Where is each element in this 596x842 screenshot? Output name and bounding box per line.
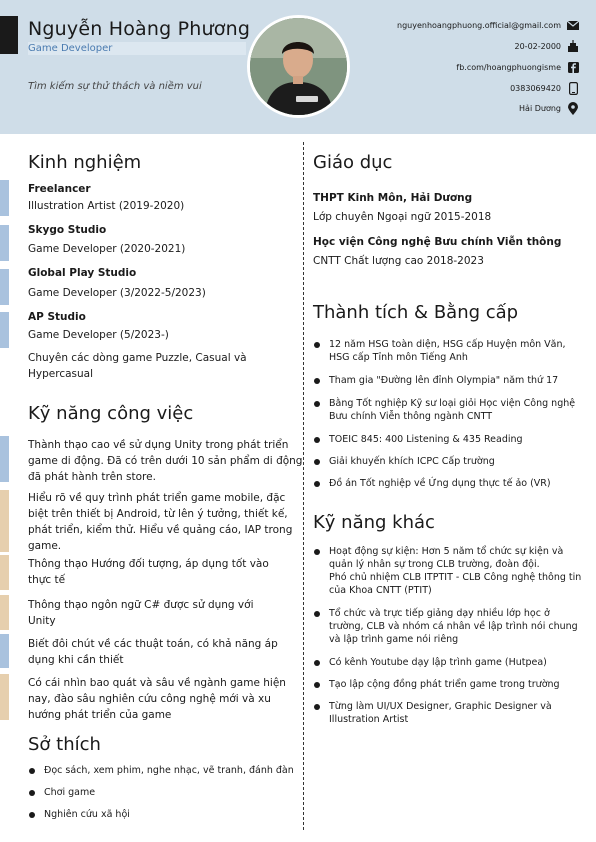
education-detail: CNTT Chất lượng cao 2018-2023 xyxy=(313,255,484,267)
hobby-item: Đọc sách, xem phim, nghe nhạc, vẽ tranh, đánh đàn xyxy=(28,764,298,777)
achievement-item: 12 năm HSG toàn diện, HSG cấp Huyện môn Văn, HSG cấp Tỉnh môn Tiếng Anh xyxy=(313,338,583,364)
other-skill-item: Có kênh Youtube dạy lập trình game (Hutpea) xyxy=(313,656,583,669)
experience-company: Global Play Studio xyxy=(28,267,137,279)
accent-bar-experience-2 xyxy=(0,225,9,261)
education-heading: Giáo dục xyxy=(313,152,393,173)
header-accent-block xyxy=(0,16,18,54)
achievement-item: Tham gia "Đường lên đỉnh Olympia" năm thứ 17 xyxy=(313,374,583,387)
phone-icon xyxy=(567,82,579,94)
facebook-icon xyxy=(567,61,579,73)
contact-location xyxy=(519,102,579,114)
avatar-portrait-icon xyxy=(250,18,347,115)
achievement-item: Giải khuyến khích ICPC Cấp trường xyxy=(313,455,583,468)
accent-bar-experience-4 xyxy=(0,312,9,348)
cv-header xyxy=(0,0,596,134)
work-skill-item: Thông thạo ngôn ngữ C# được sử dụng với Unity xyxy=(28,599,254,627)
location-pin-icon xyxy=(567,102,579,114)
experience-company: Skygo Studio xyxy=(28,224,107,236)
experience-role: Illustration Artist (2019-2020) xyxy=(28,200,185,212)
work-skills-heading: Kỹ năng công việc xyxy=(28,403,194,424)
work-skill-item: Hiểu rõ về quy trình phát triển game mobile, đặc biệt trên thiết bị Android, từ lên ý tưởng, thiết kế, phát triển, kiểm thử. Hiểu về quảng cáo, IAP trong game. xyxy=(28,492,293,552)
work-skill-item: Có cái nhìn bao quát và sâu về ngành game hiện nay, đào sâu nghiên cứu công nghệ mới và xu hướng phát triển của game xyxy=(28,677,286,721)
accent-bar-skill-1 xyxy=(0,436,9,482)
avatar xyxy=(247,15,350,118)
work-skill-item: Thành thạo cao về sử dụng Unity trong phát triển game di động. Đã có trên dưới 10 sản phẩm di động đã phát hành trên store. xyxy=(28,439,303,483)
contact-phone[interactable] xyxy=(510,82,579,94)
achievement-item: TOEIC 845: 400 Listening & 435 Reading xyxy=(313,433,583,446)
accent-bar-experience-1 xyxy=(0,180,9,216)
work-skill-item: Biết đôi chút về các thuật toán, có khả năng áp dụng khi cần thiết xyxy=(28,638,278,666)
other-skill-item: Phó chủ nhiệm CLB ITPTIT - CLB Công nghệ thông tin của Khoa CNTT (PTIT) xyxy=(329,572,582,596)
other-skill-item: Tạo lập cộng đồng phát triển game trong trường xyxy=(313,678,583,691)
other-skill-item: Tổ chức và trực tiếp giảng dạy nhiều lớp học ở trường, CLB và nhóm cá nhân về lập trình nói chung và lập trình game nói riêng xyxy=(313,607,583,646)
experience-summary: Chuyên các dòng game Puzzle, Casual và Hypercasual xyxy=(28,352,247,380)
work-skill-item: Thông thạo Hướng đối tượng, áp dụng tốt vào thực tế xyxy=(28,558,269,586)
achievements-list xyxy=(313,338,583,490)
experience-company: Freelancer xyxy=(28,183,91,195)
experience-heading: Kinh nghiệm xyxy=(28,152,142,173)
hobbies-heading: Sở thích xyxy=(28,734,101,755)
achievement-item: Bằng Tốt nghiệp Kỹ sư loại giỏi Học viện Công nghệ Bưu chính Viễn thông ngành CNTT xyxy=(313,397,583,423)
candidate-slogan: Tìm kiếm sự thử thách và niềm vui xyxy=(28,81,202,92)
experience-role: Game Developer (5/2023-) xyxy=(28,329,169,341)
experience-role: Game Developer (3/2022-5/2023) xyxy=(28,287,206,299)
hobbies-list xyxy=(28,764,298,821)
experience-role: Game Developer (2020-2021) xyxy=(28,243,186,255)
achievement-item: Đồ án Tốt nghiệp về Ứng dụng thực tế ảo (VR) xyxy=(313,477,583,490)
hobby-item: Nghiên cứu xã hội xyxy=(28,808,298,821)
accent-bar-skill-6 xyxy=(0,674,9,720)
other-skills-list xyxy=(313,545,583,726)
candidate-role: Game Developer xyxy=(28,42,246,55)
contact-birthday-text: 20-02-2000 xyxy=(514,41,561,51)
candidate-name: Nguyễn Hoàng Phương xyxy=(28,18,251,40)
hobby-item: Chơi game xyxy=(28,786,298,799)
achievements-heading: Thành tích & Bằng cấp xyxy=(313,302,519,323)
experience-company: AP Studio xyxy=(28,311,86,323)
contact-facebook[interactable] xyxy=(456,61,579,73)
mail-icon xyxy=(567,19,579,31)
contact-birthday xyxy=(515,40,580,52)
other-skill-item: Từng làm UI/UX Designer, Graphic Designer và Illustration Artist xyxy=(313,700,583,726)
accent-bar-experience-3 xyxy=(0,269,9,305)
other-skills-heading: Kỹ năng khác xyxy=(313,512,435,533)
column-divider xyxy=(303,142,304,830)
accent-bar-skill-4 xyxy=(0,595,9,630)
cake-icon xyxy=(567,40,579,52)
education-school: Học viện Công nghệ Bưu chính Viễn thông xyxy=(313,236,562,248)
education-detail: Lớp chuyên Ngoại ngữ 2015-2018 xyxy=(313,211,492,223)
education-school: THPT Kinh Môn, Hải Dương xyxy=(313,192,473,204)
contact-email[interactable] xyxy=(397,19,579,31)
accent-bar-skill-3 xyxy=(0,555,9,590)
contact-phone-text: 0383069420 xyxy=(510,83,561,93)
other-skill-item: Hoạt động sự kiện: Hơn 5 năm tổ chức sự kiện và quản lý nhân sự trong CLB trường, đoàn đội. xyxy=(313,545,583,571)
accent-bar-skill-2 xyxy=(0,490,9,552)
contact-email-text: nguyenhoangphuong.official@gmail.com xyxy=(397,20,561,30)
accent-bar-skill-5 xyxy=(0,634,9,668)
contact-location-text: Hải Dương xyxy=(519,103,561,113)
contact-facebook-text: fb.com/hoangphuongisme xyxy=(456,62,561,72)
